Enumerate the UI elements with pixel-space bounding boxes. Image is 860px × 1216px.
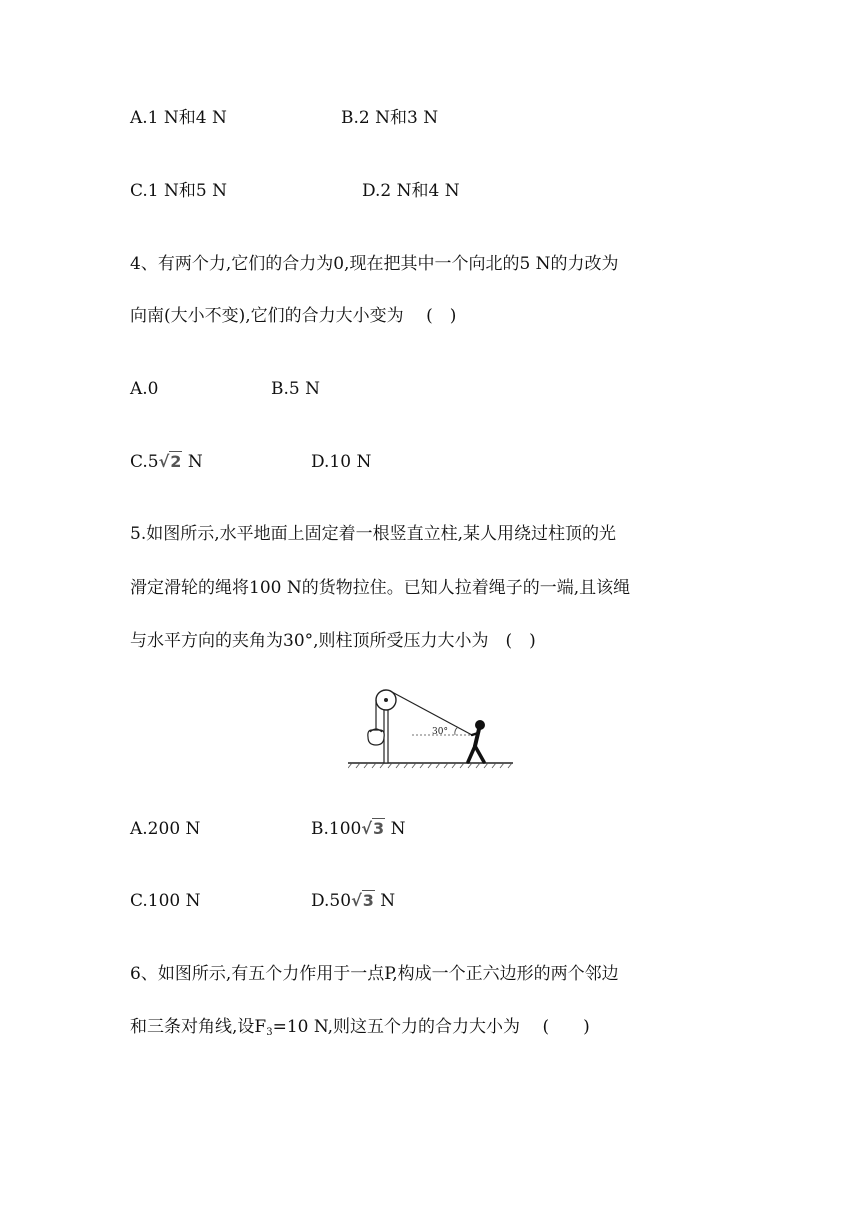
sqrt-symbol: √2 — [158, 452, 182, 471]
q4-option-c-suffix: N — [182, 452, 203, 472]
q6-text-line2 — [130, 1015, 590, 1045]
q5-option-b-radicand: 3 — [373, 819, 385, 838]
angle-arc — [455, 727, 458, 735]
q6-force-subscript: 3 — [266, 1027, 273, 1038]
q4-option-b: B.5 N — [271, 379, 320, 399]
q5-option-d-prefix: D.50 — [311, 891, 352, 911]
person — [468, 721, 485, 763]
q3-option-c: C.1 N和5 N — [130, 181, 227, 201]
q3-option-d: D.2 N和4 N — [362, 181, 460, 201]
q5-option-d-suffix: N — [374, 891, 396, 911]
q5-option-b-prefix: B.100 — [311, 819, 362, 839]
q4-text-line1: 4、有两个力,它们的合力为0,现在把其中一个向北的5 N的力改为 — [130, 254, 619, 274]
cargo — [368, 729, 384, 745]
post — [384, 702, 388, 763]
q4-option-a: A.0 — [130, 379, 159, 399]
q5-text-line1: 5.如图所示,水平地面上固定着一根竖直立柱,某人用绕过柱顶的光 — [130, 524, 617, 544]
sqrt-symbol: √3 — [351, 891, 374, 910]
angle-label: 30° — [432, 727, 448, 737]
q6-text-line1: 6、如图所示,有五个力作用于一点P,构成一个正六边形的两个邻边 — [130, 964, 619, 984]
sqrt-symbol: √3 — [361, 819, 385, 838]
q3-option-a: A.1 N和4 N — [130, 108, 227, 128]
q5-option-c: C.100 N — [130, 891, 201, 911]
q5-option-b — [311, 817, 405, 841]
q4-text-line2: 向南(大小不变),它们的合力大小变为 ( ) — [130, 306, 457, 326]
q5-option-d — [311, 889, 395, 913]
q6-line2-prefix: 和三条对角线,设F — [130, 1017, 267, 1037]
q4-option-d: D.10 N — [311, 452, 372, 472]
q6-line2-suffix: =10 N,则这五个力的合力大小为 ( ) — [272, 1017, 590, 1037]
q5-text-line3: 与水平方向的夹角为30°,则柱顶所受压力大小为 ( ) — [130, 631, 536, 651]
q4-option-c-prefix: C.5 — [130, 452, 159, 472]
q5-text-line2: 滑定滑轮的绳将100 N的货物拉住。已知人拉着绳子的一端,且该绳 — [130, 578, 631, 598]
q4-option-c — [130, 450, 203, 474]
q3-option-b: B.2 N和3 N — [341, 108, 439, 128]
q4-option-c-radicand: 2 — [170, 452, 182, 471]
q5-option-a: A.200 N — [130, 819, 201, 839]
q5-option-b-suffix: N — [385, 819, 406, 839]
q5-option-d-radicand: 3 — [362, 891, 374, 910]
pulley-figure — [348, 688, 513, 773]
